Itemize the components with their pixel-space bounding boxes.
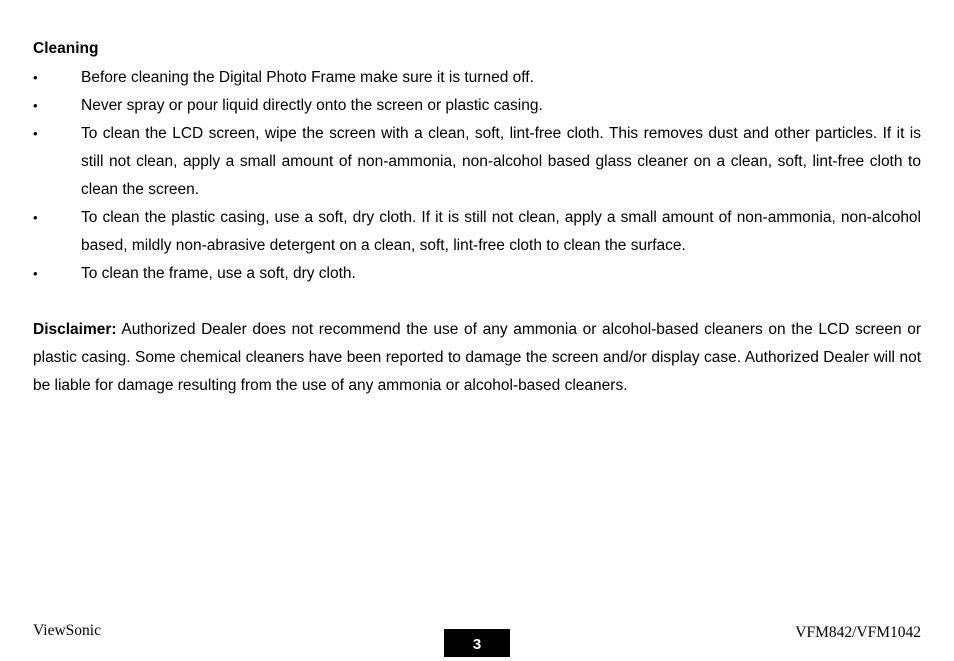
list-item	[33, 64, 921, 92]
page-content	[33, 37, 921, 416]
list-item	[33, 120, 921, 204]
disclaimer-text: Authorized Dealer does not recommend the use of any ammonia or alcohol-based cleaners on the LCD screen or plastic casing. Some chemical cleaners have been reported to damage the screen and/or display case. Authorized Dealer will not be liable for damage resulting from the use of any ammonia or alcohol-based cleaners.	[33, 321, 921, 394]
footer-model: VFM842/VFM1042	[795, 624, 921, 641]
list-item	[33, 92, 921, 120]
disclaimer-paragraph	[33, 316, 921, 400]
section-heading: Cleaning	[33, 40, 99, 57]
list-item-text: Before cleaning the Digital Photo Frame make sure it is turned off.	[81, 69, 534, 86]
page-number: 3	[444, 629, 510, 657]
bullet-icon: •	[33, 266, 38, 281]
list-item	[33, 260, 921, 288]
list-item-text: Never spray or pour liquid directly onto the screen or plastic casing.	[81, 97, 543, 114]
list-item	[33, 204, 921, 260]
footer-brand: ViewSonic	[33, 622, 101, 639]
bullet-icon: •	[33, 210, 38, 225]
disclaimer-label: Disclaimer:	[33, 321, 117, 338]
bullet-icon: •	[33, 98, 38, 113]
bullet-icon: •	[33, 126, 38, 141]
cleaning-list	[33, 64, 921, 288]
bullet-icon: •	[33, 70, 38, 85]
list-item-text: To clean the frame, use a soft, dry cloth.	[81, 265, 356, 282]
list-item-text: To clean the LCD screen, wipe the screen with a clean, soft, lint-free cloth. This removes dust and other particles. If it is still not clean, apply a small amount of non-ammonia, non-alcohol based glass cleaner on a clean, soft, lint-free cloth to clean the screen.	[81, 125, 921, 198]
list-item-text: To clean the plastic casing, use a soft, dry cloth. If it is still not clean, apply a small amount of non-ammonia, non-alcohol based, mildly non-abrasive detergent on a clean, soft, lint-free cloth to clean the surface.	[81, 209, 921, 254]
